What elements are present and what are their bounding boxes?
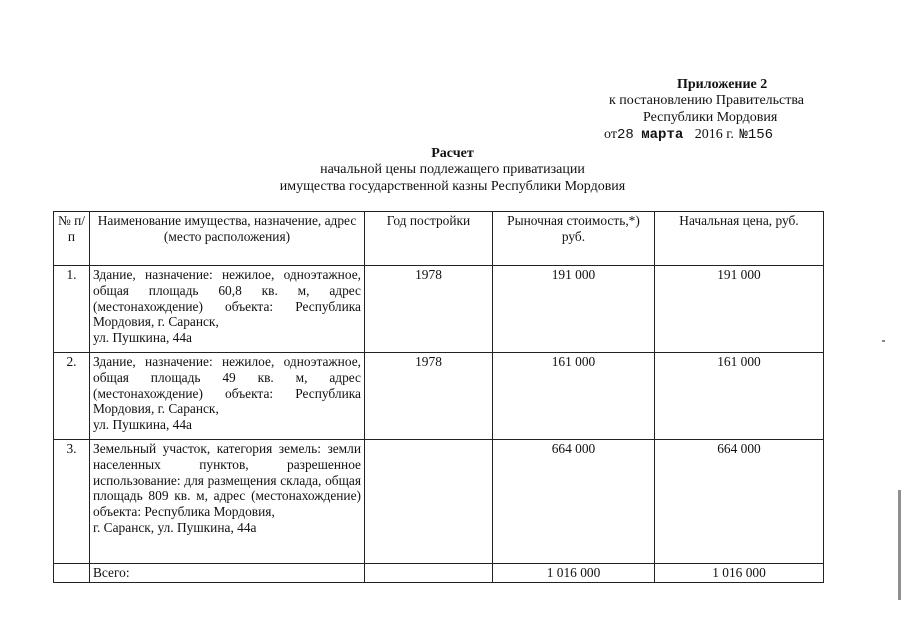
row-name-last: ул. Пушкина, 44а xyxy=(93,330,192,346)
row-name-last: ул. Пушкина, 44а xyxy=(93,417,192,433)
total-market: 1 016 000 xyxy=(493,564,655,583)
row-market: 191 000 xyxy=(493,266,655,353)
total-num-cell xyxy=(54,564,90,583)
doc-title: Расчет xyxy=(431,146,474,161)
row-start: 161 000 xyxy=(655,353,824,440)
row-year: 1978 xyxy=(365,353,493,440)
total-year-cell xyxy=(365,564,493,583)
header-start: Начальная цена, руб. xyxy=(655,212,824,266)
date-year: 2016 г. xyxy=(694,127,734,142)
appendix-date-line xyxy=(604,127,773,143)
table-row xyxy=(54,440,824,564)
row-market: 161 000 xyxy=(493,353,655,440)
date-prefix: от xyxy=(604,127,617,142)
scan-edge-mark xyxy=(898,490,901,600)
row-num: 1. xyxy=(54,266,90,353)
header-market: Рыночная стоимость,*) руб. xyxy=(493,212,655,266)
row-name xyxy=(90,440,365,564)
row-start: 664 000 xyxy=(655,440,824,564)
total-label: Всего: xyxy=(90,564,365,583)
row-market: 664 000 xyxy=(493,440,655,564)
price-table xyxy=(53,211,824,583)
row-name-last: г. Саранск, ул. Пушкина, 44а xyxy=(93,519,257,535)
total-start: 1 016 000 xyxy=(655,564,824,583)
table-total-row xyxy=(54,564,824,583)
header-year: Год постройки xyxy=(365,212,493,266)
row-start: 191 000 xyxy=(655,266,824,353)
doc-number: №156 xyxy=(739,127,774,143)
row-name-text: Здание, назначение: нежилое, одноэтажное, общая площадь 60,8 кв. м, адрес (местонахождение) объекта: Республика Мордовия, г. Саранск, xyxy=(93,267,361,330)
row-name xyxy=(90,353,365,440)
table-row xyxy=(54,353,824,440)
doc-subtitle-1: начальной цены подлежащего приватизации xyxy=(320,162,585,177)
table-header-row xyxy=(54,212,824,266)
date-month: марта xyxy=(641,127,684,143)
row-num: 2. xyxy=(54,353,90,440)
row-year xyxy=(365,440,493,564)
row-num: 3. xyxy=(54,440,90,564)
row-name-text: Земельный участок, категория земель: земли населенных пунктов, разрешенное использование: для размещения склада, общая площадь 809 кв. м, адрес (местонахождение) объекта: Республика Мордовия, xyxy=(93,441,361,520)
header-num: № п/п xyxy=(54,212,90,266)
row-year: 1978 xyxy=(365,266,493,353)
appendix-title: Приложение 2 xyxy=(677,77,768,92)
appendix-line-1: к постановлению Правительства xyxy=(609,93,805,108)
row-name-text: Здание, назначение: нежилое, одноэтажное, общая площадь 49 кв. м, адрес (местонахождение) объекта: Республика Мордовия, г. Саранск, xyxy=(93,354,361,417)
doc-subtitle-2: имущества государственной казны Республики Мордовия xyxy=(279,179,626,194)
date-day: 28 xyxy=(616,127,634,143)
scan-speck xyxy=(882,340,885,342)
appendix-line-2: Республики Мордовия xyxy=(643,110,778,125)
header-name: Наименование имущества, назначение, адрес (место расположения) xyxy=(90,212,365,266)
table-row xyxy=(54,266,824,353)
row-name xyxy=(90,266,365,353)
